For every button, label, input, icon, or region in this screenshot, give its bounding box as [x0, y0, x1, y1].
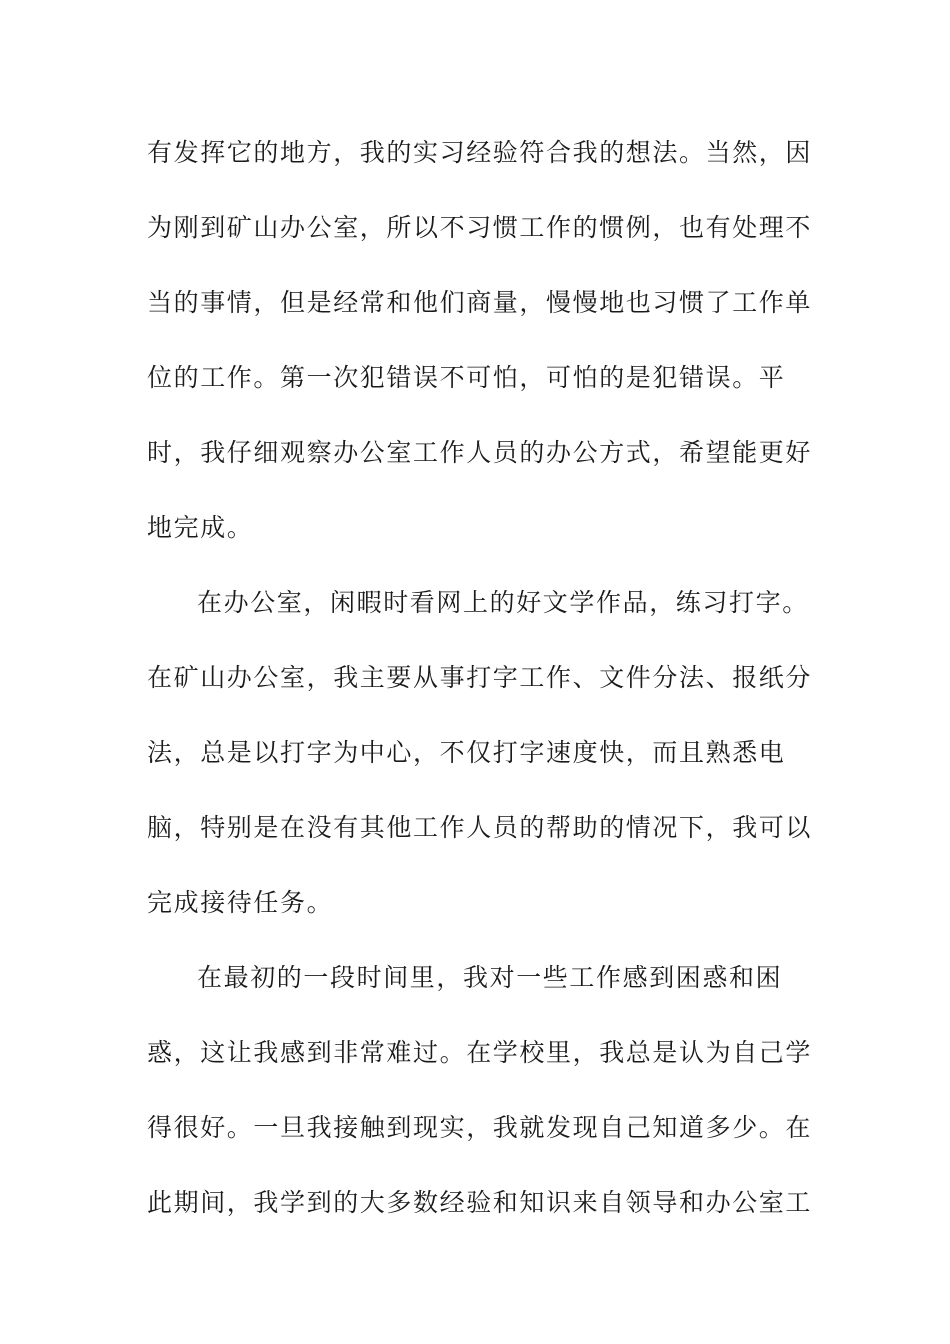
- text-line: 在矿山办公室，我主要从事打字工作、文件分法、报纸分: [147, 663, 813, 692]
- text-line: 惑，这让我感到非常难过。在学校里，我总是认为自己学: [147, 1038, 813, 1067]
- text-line: 位的工作。第一次犯错误不可怕，可怕的是犯错误。平: [147, 363, 786, 392]
- text-line: 当的事情，但是经常和他们商量，慢慢地也习惯了工作单: [147, 288, 813, 317]
- text-line: 地完成。: [147, 513, 254, 542]
- text-line: 脑，特别是在没有其他工作人员的帮助的情况下，我可以: [147, 813, 813, 842]
- text-line: 法，总是以打字为中心，不仅打字速度快，而且熟悉电: [147, 738, 786, 767]
- paragraph-first-line: 在最初的一段时间里，我对一些工作感到困惑和困: [197, 963, 783, 992]
- text-line: 得很好。一旦我接触到现实，我就发现自己知道多少。在: [147, 1113, 813, 1142]
- text-line: 时，我仔细观察办公室工作人员的办公方式，希望能更好: [147, 438, 813, 467]
- text-line: 此期间，我学到的大多数经验和知识来自领导和办公室工: [147, 1188, 813, 1217]
- text-line: 为刚到矿山办公室，所以不习惯工作的惯例，也有处理不: [147, 213, 813, 242]
- text-line: 完成接待任务。: [147, 888, 334, 917]
- paragraph-first-line: 在办公室，闲暇时看网上的好文学作品，练习打字。: [197, 588, 809, 617]
- text-line: 有发挥它的地方，我的实习经验符合我的想法。当然，因: [147, 138, 813, 167]
